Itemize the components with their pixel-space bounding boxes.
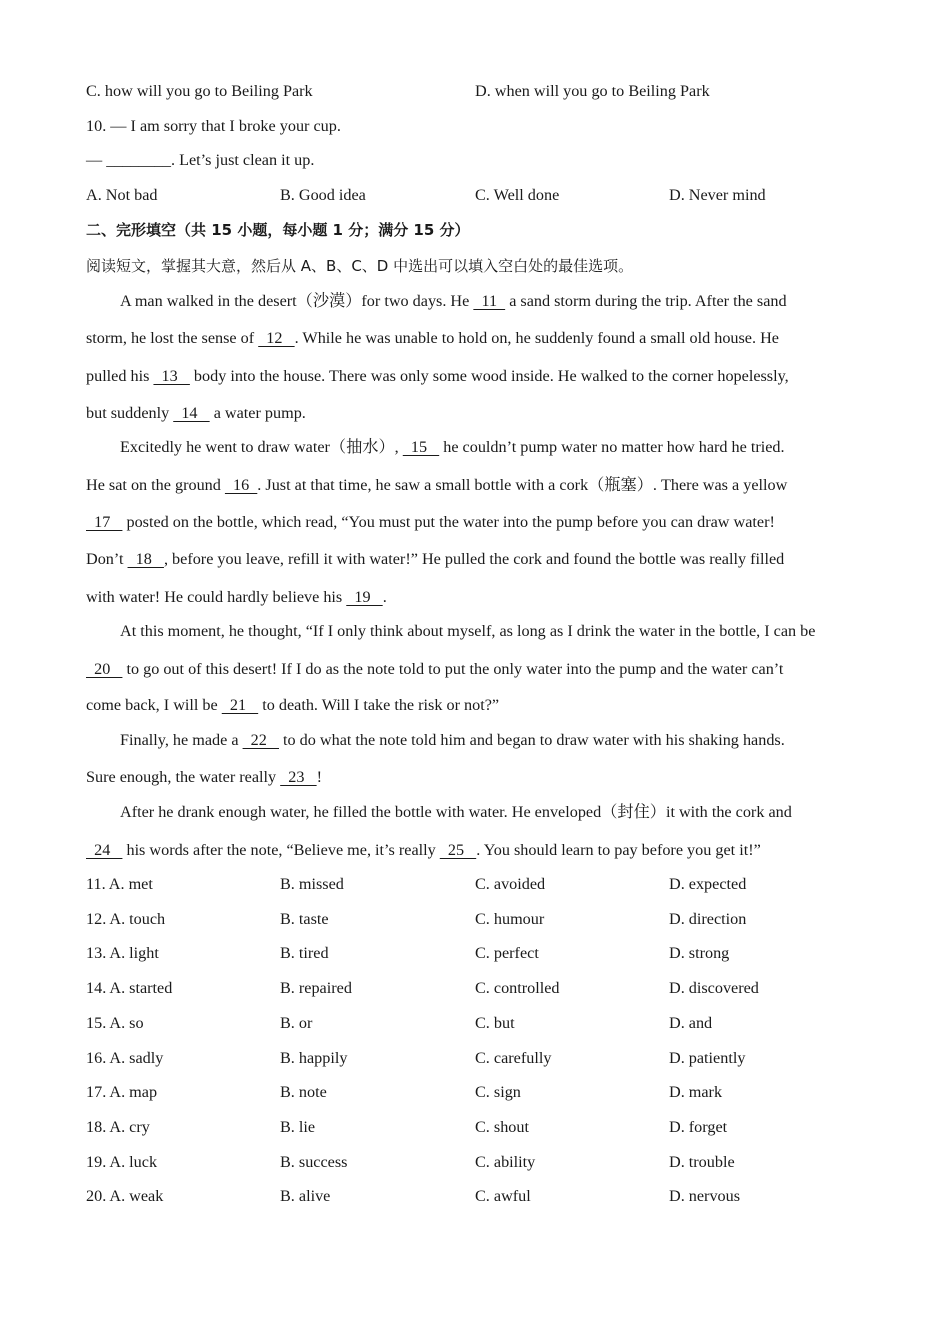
passage-text: body into the house. There was only some wood inside. He walked to the corner hopelessly, — [189, 367, 789, 385]
question-option-b: B. note — [280, 1083, 327, 1102]
section-title: 二、完形填空（共 15 小题，每小题 1 分；满分 15 分） — [86, 221, 470, 239]
passage-line — [120, 291, 787, 311]
passage-text: , before you leave, refill it with water!” He pulled the cork and found the bottle was really filled — [163, 550, 785, 568]
question-option-a: 16. A. sadly — [86, 1048, 164, 1067]
question-option-b: B. lie — [280, 1117, 316, 1136]
passage-text: Finally, he made a — [120, 731, 243, 749]
passage-text: with water! He could hardly believe his — [86, 588, 347, 606]
q9-option-d: D. when will you go to Beiling Park — [475, 82, 710, 100]
passage-text: to go out of this desert! If I do as the note told to put the only water into the pump and the water can’t — [122, 660, 784, 678]
question-option-b: B. missed — [280, 875, 344, 893]
question-option-c: C. avoided — [475, 875, 546, 893]
passage-text: to death. Will I take the risk or not?” — [258, 696, 500, 714]
q10-options-row — [86, 185, 866, 205]
question-option-b: B. happily — [280, 1048, 348, 1067]
question-option-c: C. ability — [475, 1152, 536, 1171]
blank-24: 24 — [86, 841, 123, 859]
question-row — [86, 978, 866, 998]
passage-line — [120, 437, 785, 457]
blank-14: 14 — [173, 404, 210, 422]
passage-line — [86, 403, 306, 423]
blank-17: 17 — [86, 513, 123, 531]
question-option-a: 12. A. touch — [86, 909, 166, 928]
section-instruction: 阅读短文，掌握其大意，然后从 A、B、C、D 中选出可以填入空白处的最佳选项。 — [86, 257, 634, 275]
question-row — [86, 1013, 866, 1033]
passage-text: a sand storm during the trip. After the sand — [505, 292, 787, 310]
question-row — [86, 1048, 866, 1068]
passage-text: he couldn’t pump water no matter how hard he tried. — [439, 438, 785, 456]
blank-11: 11 — [473, 292, 506, 310]
question-option-d: D. mark — [669, 1083, 723, 1102]
question-option-b: B. success — [280, 1152, 348, 1171]
q10-option-a: A. Not bad — [86, 186, 158, 204]
question-option-b: B. tired — [280, 944, 329, 963]
passage-text: a water pump. — [209, 404, 306, 422]
question-option-d: D. direction — [669, 909, 747, 928]
blank-25: 25 — [439, 841, 477, 859]
q10-option-c: C. Well done — [475, 186, 560, 204]
blank-12: 12 — [258, 329, 295, 347]
passage-text: He sat on the ground — [86, 476, 225, 494]
blank-22: 22 — [242, 731, 279, 749]
question-option-b: B. repaired — [280, 979, 352, 998]
passage-line — [86, 695, 499, 715]
passage-text: A man walked in the desert（沙漠）for two days. He — [120, 292, 474, 310]
question-option-a: 15. A. so — [86, 1013, 144, 1032]
passage-text: pulled his — [86, 367, 154, 385]
passage-text: posted on the bottle, which read, “You must put the water into the pump before you can draw water! — [122, 513, 775, 531]
passage-text: but suddenly — [86, 404, 174, 422]
q9-option-c: C. how will you go to Beiling Park — [86, 82, 313, 100]
question-option-a: 11. A. met — [86, 875, 153, 893]
blank-23: 23 — [280, 768, 317, 786]
question-option-b: B. or — [280, 1013, 313, 1032]
passage-line — [86, 587, 387, 607]
question-option-c: C. but — [475, 1013, 515, 1032]
question-option-a: 17. A. map — [86, 1083, 158, 1102]
question-option-c: C. sign — [475, 1083, 521, 1102]
passage-text: . — [382, 588, 387, 606]
blank-13: 13 — [153, 367, 190, 385]
question-option-a: 13. A. light — [86, 944, 159, 963]
question-option-d: D. nervous — [669, 1187, 741, 1206]
passage-text: . Just at that time, he saw a small bottle with a cork（瓶塞）. There was a yellow — [257, 476, 788, 494]
passage-line — [86, 475, 787, 495]
q10-response: — ________. Let’s just clean it up. — [86, 151, 315, 169]
question-option-d: D. and — [669, 1013, 713, 1032]
question-option-d: D. strong — [669, 944, 730, 963]
passage-line — [86, 659, 783, 679]
blank-20: 20 — [86, 660, 123, 678]
passage-text: . While he was unable to hold on, he suddenly found a small old house. He — [294, 329, 779, 347]
question-row — [86, 1082, 866, 1102]
q9-options-row — [86, 81, 866, 101]
q10-option-d: D. Never mind — [669, 186, 766, 204]
passage-text: . You should learn to pay before you get it!” — [476, 841, 761, 859]
passage-line — [86, 366, 789, 386]
passage-text: to do what the note told him and began to draw water with his shaking hands. — [279, 731, 785, 749]
question-row — [86, 1186, 866, 1206]
blank-21: 21 — [221, 696, 259, 714]
question-option-d: D. trouble — [669, 1152, 735, 1171]
question-row — [86, 874, 866, 894]
passage-text: Sure enough, the water really — [86, 768, 281, 786]
passage-line — [86, 549, 784, 569]
question-option-a: 18. A. cry — [86, 1117, 150, 1136]
passage-line: After he drank enough water, he filled the bottle with water. He enveloped（封住）it with the cork and — [120, 803, 792, 821]
blank-15: 15 — [402, 438, 440, 456]
passage-line — [86, 767, 322, 787]
passage-text: come back, I will be — [86, 696, 222, 714]
question-option-a: 19. A. luck — [86, 1152, 158, 1171]
question-option-c: C. awful — [475, 1187, 531, 1206]
question-row — [86, 909, 866, 929]
question-option-c: C. carefully — [475, 1048, 552, 1067]
question-option-a: 14. A. started — [86, 979, 173, 998]
question-row — [86, 1117, 866, 1137]
blank-16: 16 — [224, 476, 258, 494]
question-option-a: 20. A. weak — [86, 1187, 164, 1206]
passage-line — [86, 328, 779, 348]
q10-prompt: 10. — I am sorry that I broke your cup. — [86, 117, 341, 135]
passage-text: storm, he lost the sense of — [86, 329, 259, 347]
passage-text: Don’t — [86, 550, 128, 568]
passage-text: ! — [316, 768, 322, 786]
question-option-d: D. expected — [669, 875, 747, 893]
passage-line — [86, 512, 775, 532]
passage-text: Excitedly he went to draw water（抽水）, — [120, 438, 403, 456]
question-option-c: C. perfect — [475, 944, 539, 963]
passage-line — [86, 840, 761, 860]
question-option-d: D. forget — [669, 1117, 728, 1136]
blank-18: 18 — [127, 550, 164, 568]
passage-line: At this moment, he thought, “If I only think about myself, as long as I drink the water in the bottle, I can be — [120, 622, 816, 640]
passage-text: his words after the note, “Believe me, it’s really — [122, 841, 440, 859]
question-option-b: B. alive — [280, 1187, 331, 1206]
question-option-d: D. patiently — [669, 1048, 746, 1067]
question-option-c: C. controlled — [475, 979, 560, 998]
question-row — [86, 1152, 866, 1172]
passage-line — [120, 730, 785, 750]
blank-19: 19 — [346, 588, 383, 606]
q10-option-b: B. Good idea — [280, 186, 366, 204]
question-option-d: D. discovered — [669, 979, 759, 998]
question-row — [86, 943, 866, 963]
question-option-c: C. shout — [475, 1117, 529, 1136]
question-option-c: C. humour — [475, 909, 545, 928]
question-option-b: B. taste — [280, 909, 329, 928]
